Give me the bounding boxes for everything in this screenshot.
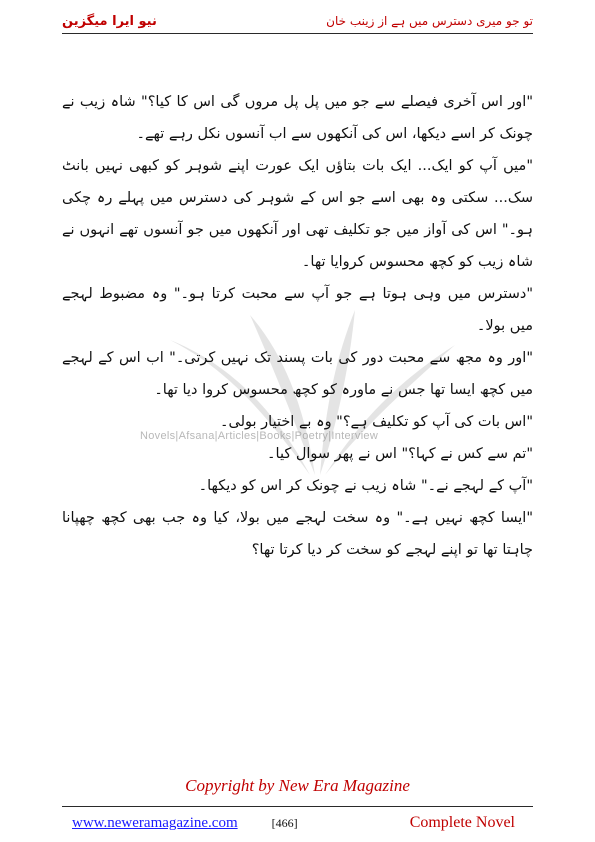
magazine-name: نیو ایرا میگزین: [62, 13, 157, 29]
header-divider: [62, 33, 533, 34]
paragraph: "میں آپ کو ایک... ایک بات بتاؤں ایک عورت اپنے شوہر کو کبھی نہیں بانٹ سک... سکتی وہ بھی اسے جو اس کے شوہر کی دسترس میں پہلے رہ چکی ہو۔" اس کی آواز میں جو تکلیف تھی اور آنکھوں میں جو آنسوں تھے انہوں نے شاہ زیب کو کچھ محسوس کروایا تھا۔: [62, 158, 533, 270]
story-title: تو جو میری دسترس میں ہے از زینب خان: [326, 14, 533, 28]
section-label: Complete Novel: [409, 814, 515, 831]
paragraph: "اور وہ مجھ سے محبت دور کی بات پسند تک نہیں کرتی۔" اب اس کے لہجے میں کچھ ایسا تھا جس نے ماورہ کو کچھ محسوس کروا دیا تھا۔: [62, 350, 533, 398]
website-link[interactable]: www.neweramagazine.com: [72, 815, 238, 831]
paragraph: "ایسا کچھ نہیں ہے۔" وہ سخت لہجے میں بولا، کیا وہ جب بھی کچھ چھپانا چاہتا تھا تو اپنے لہجے کو سخت کر دیا کرتا تھا؟: [62, 510, 533, 558]
copyright-notice: Copyright by New Era Magazine: [185, 776, 410, 795]
paragraph: "آپ کے لہجے نے۔" شاہ زیب نے چونک کر اس کو دیکھا۔: [198, 478, 533, 494]
page-number: [466]: [271, 816, 298, 830]
watermark-caption: Novels|Afsana|Articles|Books|Poetry|Interview: [140, 430, 379, 442]
paragraph: "دسترس میں وہی ہوتا ہے جو آپ سے محبت کرتا ہو۔" وہ مضبوط لہجے میں بولا۔: [62, 286, 533, 334]
footer-divider: [62, 806, 533, 807]
paragraph: "اس بات کی آپ کو تکلیف ہے؟" وہ بے اختیار بولی۔: [220, 414, 533, 430]
paragraph: "تم سے کس نے کہا؟" اس نے پھر سوال کیا۔: [267, 446, 533, 462]
page-footer: [72, 814, 515, 832]
page-header: [62, 10, 533, 32]
paragraph: "اور اس آخری فیصلے سے جو میں پل پل مروں گی اس کا کیا؟" شاہ زیب نے چونک کر اسے دیکھا، اس کی آنکھوں سے اب آنسوں نکل رہے تھے۔: [62, 94, 533, 142]
article-body: [62, 86, 533, 566]
